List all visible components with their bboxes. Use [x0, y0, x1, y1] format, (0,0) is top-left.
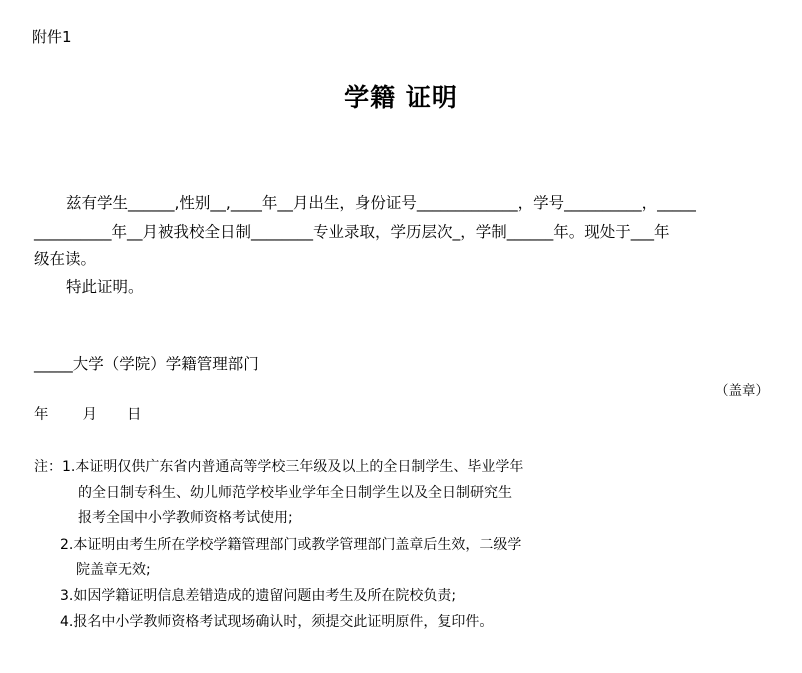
note-3: 3.如因学籍证明信息差错造成的遗留问题由考生及所在院校负责; [60, 588, 457, 604]
date-year: 年 [34, 407, 49, 423]
date-line [34, 403, 142, 424]
attachment-label: 附件1 [32, 28, 72, 46]
body-line-3: 级在读。 [34, 250, 97, 268]
body-line-4: 特此证明。 [66, 278, 144, 296]
date-day: 日 [127, 407, 142, 423]
date-month: 月 [82, 407, 97, 423]
body-line-2: __________年__月被我校全日制________专业录取，学历层次_，学制______年。现处于___年 [34, 223, 670, 241]
seal-note: （盖章） [715, 383, 769, 399]
note-2: 2.本证明由考生所在学校学籍管理部门或教学管理部门盖章后生效，二级学 [60, 537, 522, 553]
note-1-cont-b: 报考全国中小学教师资格考试使用; [78, 510, 293, 526]
note-4: 4.报名中小学教师资格考试现场确认时，须提交此证明原件，复印件。 [60, 614, 494, 630]
note-1-cont-a: 的全日制专科生、幼儿师范学校毕业学年全日制学生以及全日制研究生 [78, 485, 512, 501]
body-line-1: 兹有学生______,性别__,____年__月出生，身份证号_____________，学号__________，_____ [66, 194, 696, 212]
issuing-department: _____大学（学院）学籍管理部门 [34, 355, 259, 373]
note-1: 注：1.本证明仅供广东省内普通高等学校三年级及以上的全日制学生、毕业学年 [34, 459, 524, 475]
note-2-cont: 院盖章无效; [76, 562, 151, 578]
document-title: 学籍 证明 [344, 83, 458, 112]
